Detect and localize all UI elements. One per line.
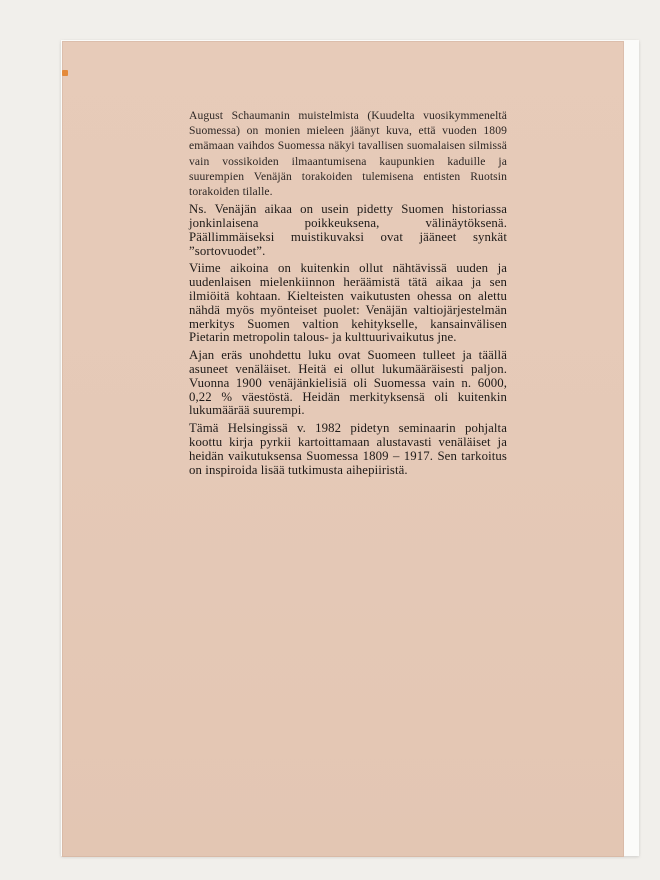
blurb-paragraph: Ajan eräs unohdettu luku ovat Suomeen tulleet ja täällä asuneet venäläiset. Heitä ei ollut lukumääräisesti paljon. Vuonna 1900 venäjänkielisiä oli Suomessa vain n. 6000, 0,22 % väestöstä. Heidän merkityksensä oli kuitenkin lukumäärää suurempi. (189, 348, 507, 418)
orange-sticker-mark (62, 70, 68, 76)
blurb-paragraph: Tämä Helsingissä v. 1982 pidetyn seminaarin pohjalta koottu kirja pyrkii kartoittamaan alustavasti venäläiset ja heidän vaikutuksensa Suomessa 1809 – 1917. Sen tarkoitus on inspiroida lisää tutkimusta aihepiiristä. (189, 421, 507, 477)
blurb-paragraph: Ns. Venäjän aikaa on usein pidetty Suomen historiassa jonkinlaisena poikkeuksena, välinäytöksenä. Päällimmäiseksi muistikuvaksi ovat jääneet synkät ”sortovuodet”. (189, 202, 507, 258)
blurb-paragraph: Viime aikoina on kuitenkin ollut nähtävissä uuden ja uudenlaisen mielenkiinnon heräämistä tätä aikaa ja sen ilmiöitä kohtaan. Kielteisten vaikutusten ohessa on alettu nähdä myös myönteiset puolet: Venäjän valtiojärjestelmän merkitys Suomen valtion kehitykselle, kansainvälisen Pietarin metropolin talous- ja kulttuurivaikutus jne. (189, 261, 507, 345)
blurb-text-block (189, 108, 507, 481)
blurb-paragraph: August Schaumanin muistelmista (Kuudelta vuosikymmeneltä Suomessa) on monien mieleen jäänyt kuva, että vuoden 1809 emämaan vaihdos Suomessa näkyi tavallisen suomalaisen silmissä vain vossikoiden ilmaantumisena kaupunkien kaduille ja suurempien Venäjän torakoiden tulemisena entisten Ruotsin torakoiden tilalle. (189, 109, 507, 199)
